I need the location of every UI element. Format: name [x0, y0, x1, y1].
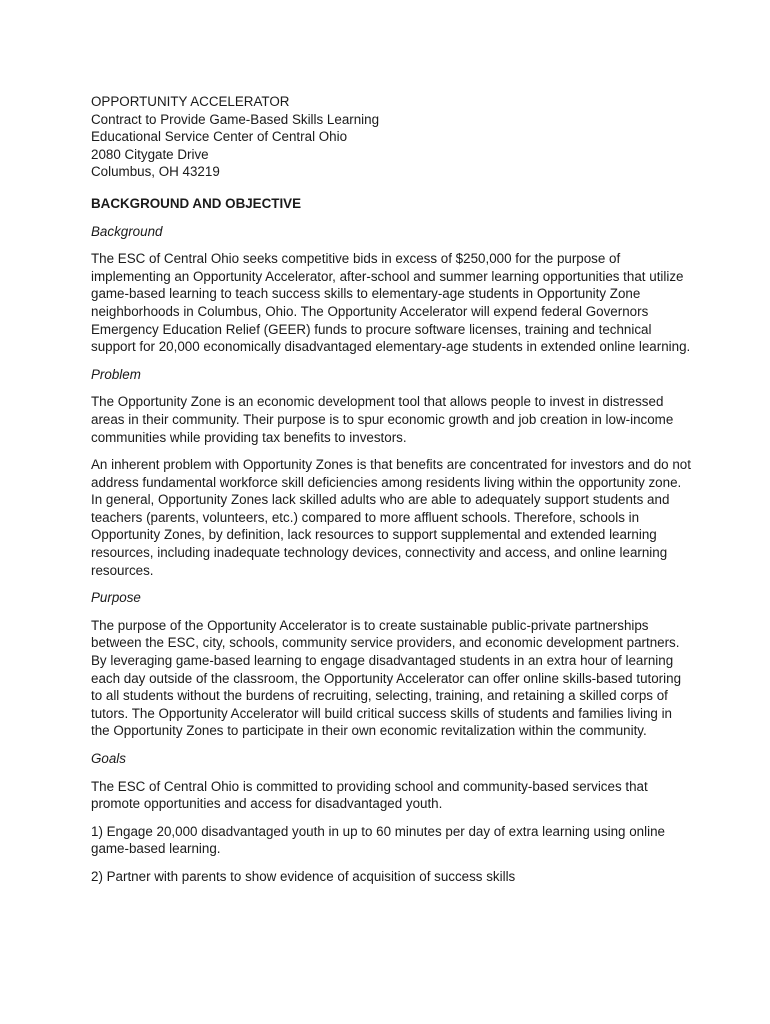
organization-name: Educational Service Center of Central Ohio: [91, 129, 348, 145]
document-header: [91, 93, 691, 181]
contract-title: Contract to Provide Game-Based Skills Learning: [91, 111, 380, 127]
document-page: [91, 93, 691, 886]
city-state-zip: Columbus, OH 43219: [91, 164, 220, 180]
problem-paragraph-2: An inherent problem with Opportunity Zones is that benefits are concentrated for investors and do not address fundamental workforce skill deficiencies among residents living within the opportunity zone. In general, Opportunity Zones lack skilled adults who are able to adequately support students and teachers (parents, volunteers, etc.) compared to more affluent schools. Therefore, schools in Opportunity Zones, by definition, lack resources to support supplemental and extended learning resources, including inadequate technology devices, connectivity and access, and online learning resources.: [91, 457, 691, 578]
section-title: BACKGROUND AND OBJECTIVE: [91, 195, 302, 211]
purpose-heading: Purpose: [91, 590, 141, 606]
program-title: OPPORTUNITY ACCELERATOR: [91, 94, 290, 109]
goal-item-1: 1) Engage 20,000 disadvantaged youth in up to 60 minutes per day of extra learning using online game-based learning.: [91, 823, 665, 857]
goals-intro-paragraph: The ESC of Central Ohio is committed to providing school and community-based services that promote opportunities and access for disadvantaged youth.: [91, 778, 648, 812]
background-paragraph: The ESC of Central Ohio seeks competitive bids in excess of $250,000 for the purpose of implementing an Opportunity Accelerator, after-school and summer learning opportunities that utilize game-based learning to teach success skills to elementary-age students in Opportunity Zone neighborhoods in Columbus, Ohio. The Opportunity Accelerator will expend federal Governors Emergency Education Relief (GEER) funds to procure software licenses, training and technical support for 20,000 economically disadvantaged elementary-age students in extended online learning.: [91, 251, 691, 355]
problem-heading: Problem: [91, 366, 141, 382]
goals-heading: Goals: [91, 751, 126, 766]
problem-paragraph-1: The Opportunity Zone is an economic development tool that allows people to invest in distressed areas in their community. Their purpose is to spur economic growth and job creation in low-income communities while providing tax benefits to investors.: [91, 394, 674, 445]
goal-item-2: 2) Partner with parents to show evidence of acquisition of success skills: [91, 868, 516, 884]
street-address: 2080 Citygate Drive: [91, 146, 209, 162]
purpose-paragraph: The purpose of the Opportunity Accelerator is to create sustainable public-private partnerships between the ESC, city, schools, community service providers, and economic development partners. By leveraging game-based learning to engage disadvantaged students in an extra hour of learning each day outside of the classroom, the Opportunity Accelerator can offer online skills-based tutoring to all students without the burdens of recruiting, selecting, training, and retaining a skilled corps of tutors. The Opportunity Accelerator will build critical success skills of students and families living in the Opportunity Zones to participate in their own economic revitalization within the community.: [91, 617, 682, 739]
background-heading: Background: [91, 223, 163, 239]
